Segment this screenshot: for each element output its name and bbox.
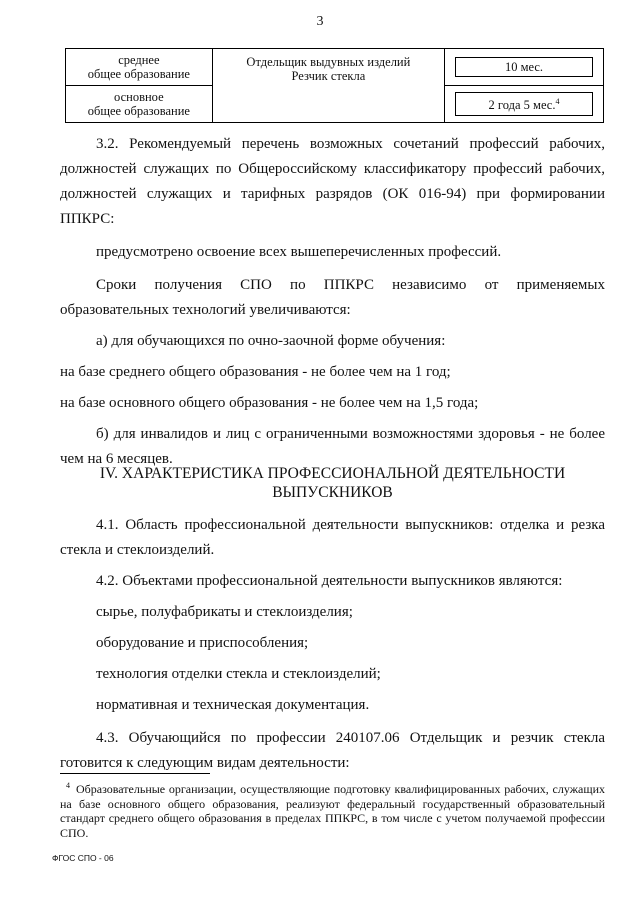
table-row — [66, 49, 604, 86]
paragraph: 4.1. Область профессиональной деятельности выпускников: отделка и резка стекла и стеклоизделий. — [60, 517, 605, 558]
body-block-1 — [60, 132, 605, 472]
footnote-mark: 4 — [66, 781, 70, 790]
section-title-line: IV. ХАРАКТЕРИСТИКА ПРОФЕССИОНАЛЬНОЙ ДЕЯТЕЛЬНОСТИ — [99, 465, 566, 482]
education-level-line: общее образование — [87, 104, 190, 118]
paragraph: на базе среднего общего образования - не более чем на 1 год; — [60, 364, 451, 380]
duration-cell — [445, 86, 604, 123]
paragraph: а) для обучающихся по очно-заочной форме обучения: — [96, 333, 446, 349]
body-block-2 — [60, 513, 605, 776]
footnote-ref[interactable]: 4 — [555, 97, 560, 107]
paragraph: на базе основного общего образования - не более чем на 1,5 года; — [60, 395, 479, 411]
education-level-line: общее образование — [87, 67, 190, 81]
paragraph: нормативная и техническая документация. — [96, 697, 370, 713]
education-level-line: среднее — [118, 53, 160, 67]
paragraph: б) для инвалидов и лиц с ограниченными возможностями здоровья - не более чем на 6 месяцев. — [60, 426, 605, 467]
duration-value: 2 года 5 мес. — [488, 98, 556, 113]
paragraph: 4.2. Объектами профессиональной деятельности выпускников являются: — [96, 573, 563, 589]
education-level-cell — [66, 49, 213, 86]
paragraph: оборудование и приспособления; — [96, 635, 309, 651]
profession-line: Отдельщик выдувных изделий — [246, 55, 411, 69]
paragraph: предусмотрено освоение всех вышеперечисленных профессий. — [96, 244, 502, 260]
paragraph: 3.2. Рекомендуемый перечень возможных сочетаний профессий рабочих, должностей служащих по Общероссийскому классификатору профессий рабочих, должностей служащих и тарифных разрядов (ОК 016-94) при формировании ППКРС: — [60, 136, 605, 227]
footnote-text: Образовательные организации, осуществляющие подготовку квалифицированных рабочих, служащих на базе основного общего образования, реализуют федеральный государственный образовательный стандарт среднего общего образования в пределах ППКРС, в том числе с учетом получаемой профессии СПО. — [60, 782, 605, 840]
paragraph: технология отделки стекла и стеклоизделий; — [96, 666, 381, 682]
duration-value: 10 мес. — [455, 57, 593, 77]
duration-cell — [445, 49, 604, 86]
footnote-divider — [60, 773, 210, 774]
education-level-cell — [66, 86, 213, 123]
education-level-line: основное — [114, 90, 164, 104]
paragraph: сырье, полуфабрикаты и стеклоизделия; — [96, 604, 353, 620]
paragraph: 4.3. Обучающийся по профессии 240107.06 Отдельщик и резчик стекла готовится к следующим видам деятельности: — [60, 730, 605, 771]
education-duration-table — [65, 48, 604, 123]
section-title-line: ВЫПУСКНИКОВ — [272, 484, 393, 501]
paragraph: Сроки получения СПО по ППКРС независимо от применяемых образовательных технологий увеличиваются: — [60, 277, 605, 318]
page-number: 3 — [316, 14, 324, 29]
profession-line: Резчик стекла — [291, 69, 366, 83]
document-code: ФГОС СПО - 06 — [52, 853, 114, 863]
footnote — [60, 779, 605, 840]
section-title — [60, 464, 605, 502]
profession-cell — [212, 49, 444, 123]
duration-value-box — [455, 92, 593, 115]
